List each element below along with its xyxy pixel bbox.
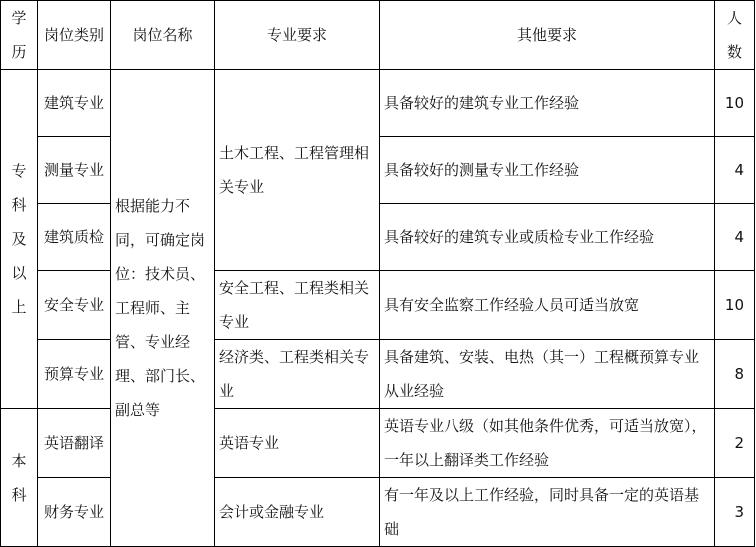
header-other: 其他要求 <box>380 1 715 70</box>
major-cell: 土木工程、工程管理相关专业 <box>215 70 380 271</box>
category-cell: 建筑质检 <box>38 204 111 271</box>
count-cell: 2 <box>715 409 755 478</box>
category-cell: 财务专业 <box>38 478 111 547</box>
education-cell: 本科 <box>1 409 38 547</box>
other-requirement-cell: 具有安全监察工作经验人员可适当放宽 <box>380 271 715 340</box>
category-cell: 预算专业 <box>38 340 111 409</box>
category-cell: 安全专业 <box>38 271 111 340</box>
position-name-cell: 根据能力不同，可确定岗位：技术员、工程师、主管、专业经理、部门长、副总等 <box>111 70 215 547</box>
count-cell: 10 <box>715 70 755 137</box>
table-row <box>1 70 755 137</box>
other-requirement-cell: 英语专业八级（如其他条件优秀，可适当放宽），一年以上翻译类工作经验 <box>380 409 715 478</box>
other-requirement-cell: 具备较好的建筑专业或质检专业工作经验 <box>380 204 715 271</box>
count-cell: 4 <box>715 204 755 271</box>
major-cell: 会计或金融专业 <box>215 478 380 547</box>
major-cell: 英语专业 <box>215 409 380 478</box>
header-major: 专业要求 <box>215 1 380 70</box>
header-education: 学历 <box>1 1 38 70</box>
count-cell: 8 <box>715 340 755 409</box>
major-cell: 安全工程、工程类相关专业 <box>215 271 380 340</box>
other-requirement-cell: 具备较好的建筑专业工作经验 <box>380 70 715 137</box>
major-cell: 经济类、工程类相关专业 <box>215 340 380 409</box>
count-cell: 3 <box>715 478 755 547</box>
header-category: 岗位类别 <box>38 1 111 70</box>
count-cell: 4 <box>715 137 755 204</box>
other-requirement-cell: 具备较好的测量专业工作经验 <box>380 137 715 204</box>
header-row <box>1 1 755 70</box>
other-requirement-cell: 具备建筑、安装、电热（其一）工程概预算专业从业经验 <box>380 340 715 409</box>
education-cell: 专科及以上 <box>1 70 38 409</box>
category-cell: 建筑专业 <box>38 70 111 137</box>
header-position: 岗位名称 <box>111 1 215 70</box>
count-cell: 10 <box>715 271 755 340</box>
header-count: 人数 <box>715 1 755 70</box>
other-requirement-cell: 有一年及以上工作经验，同时具备一定的英语基础 <box>380 478 715 547</box>
category-cell: 英语翻译 <box>38 409 111 478</box>
category-cell: 测量专业 <box>38 137 111 204</box>
